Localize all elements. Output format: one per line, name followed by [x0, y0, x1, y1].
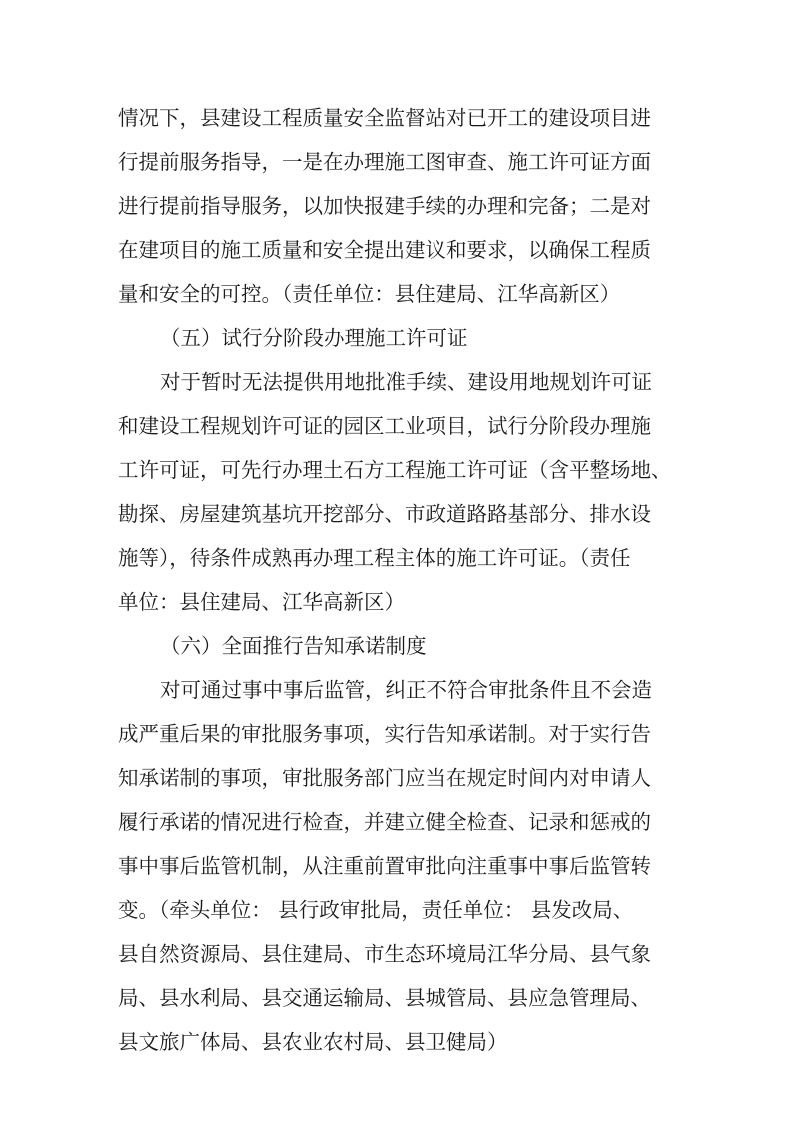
text-line: 行提前服务指导，一是在办理施工图审查、施工许可证方面 [118, 150, 651, 174]
text-line: 变。（牵头单位： 县行政审批局，责任单位： 县发改局、 [118, 898, 634, 922]
text-line: 事中事后监管机制，从注重前置审批向注重事中事后监管转 [118, 854, 651, 878]
text-line: 成严重后果的审批服务事项，实行告知承诺制。对于实行告 [118, 722, 651, 746]
text-line: 单位：县住建局、江华高新区） [118, 590, 405, 614]
text-line: 局、县水利局、县交通运输局、县城管局、县应急管理局、 [118, 986, 651, 1010]
text-line: 在建项目的施工质量和安全提出建议和要求，以确保工程质 [118, 238, 651, 262]
section-heading: （五）试行分阶段办理施工许可证 [160, 326, 468, 350]
text-line: 工许可证，可先行办理土石方工程施工许可证（含平整场地、 [118, 458, 672, 482]
text-line: 勘探、房屋建筑基坑开挖部分、市政道路路基部分、排水设 [118, 502, 651, 526]
text-line: 和建设工程规划许可证的园区工业项目，试行分阶段办理施 [118, 414, 651, 438]
text-line: 情况下，县建设工程质量安全监督站对已开工的建设项目进 [118, 106, 651, 130]
text-line: 量和安全的可控。（责任单位：县住建局、江华高新区） [118, 282, 621, 306]
text-line: 进行提前指导服务，以加快报建手续的办理和完备；二是对 [118, 194, 651, 218]
text-line: 县文旅广体局、县农业农村局、县卫健局） [118, 1030, 508, 1054]
text-line: 履行承诺的情况进行检查，并建立健全检查、记录和惩戒的 [118, 810, 651, 834]
section-heading: （六）全面推行告知承诺制度 [160, 634, 427, 658]
text-line: 知承诺制的事项，审批服务部门应当在规定时间内对申请人 [118, 766, 651, 790]
text-line: 对可通过事中事后监管，纠正不符合审批条件且不会造 [160, 678, 652, 702]
text-line: 县自然资源局、县住建局、市生态环境局江华分局、县气象 [118, 942, 651, 966]
text-line: 对于暂时无法提供用地批准手续、建设用地规划许可证 [160, 370, 652, 394]
text-line: 施等），待条件成熟再办理工程主体的施工许可证。（责任 [118, 546, 631, 570]
